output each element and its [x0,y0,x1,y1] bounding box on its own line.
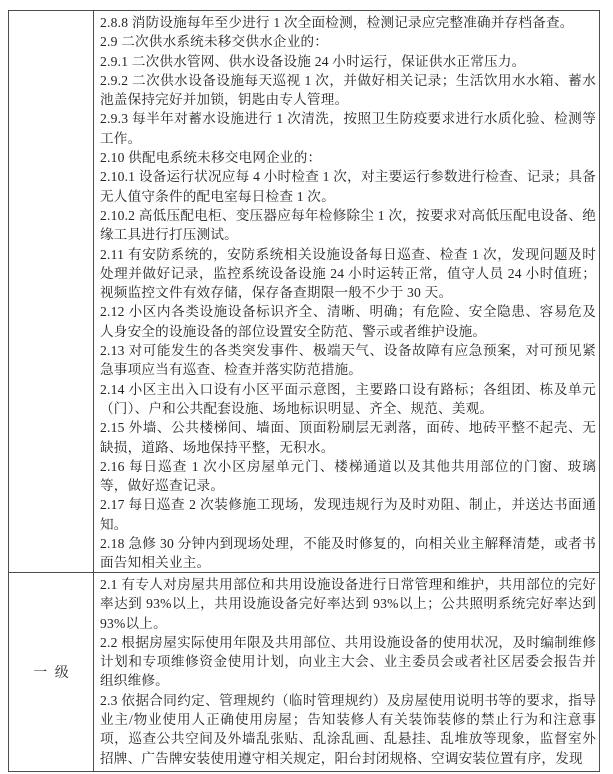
standard-item: 2.14 小区主出入口设有小区平面示意图，主要路口设有路标；各组团、栋及单元（门）、户和公共配套设施、场地标识明显、齐全、规范、美观。 [100,381,596,416]
table-row [9,11,599,573]
standard-item: 2.13 对可能发生的各类突发事件、极端天气、设备故障有应急预案，对可预见紧急事项应当有巡查、检查并落实防范措施。 [100,343,596,378]
standard-item: 2.12 小区内各类设施设备标识齐全、清晰、明确；有危险、安全隐患、容易危及人身安全的设施设备的部位设置安全防范、警示或者维护设施。 [100,304,596,339]
standard-item: 2.2 根据房屋实际使用年限及共用部位、共用设施设备的使用状况，及时编制维修计划和专项维修资金使用计划，向业主大会、业主委员会或者社区居委会报告并组织维修。 [100,634,596,689]
standard-item: 2.9.3 每半年对蓄水设施进行 1 次清洗，按照卫生防疫要求进行水质化验、检测等工作。 [100,111,596,146]
standard-item: 2.16 每日巡查 1 次小区房屋单元门、楼梯通道以及其他共用部位的门窗、玻璃等，做好巡查记录。 [100,458,596,494]
content-cell [94,573,599,771]
standard-item: 2.10 供配电系统未移交电网企业的： [100,150,322,166]
standard-item: 2.9.1 二次供水管网、供水设备设施 24 小时运行，保证供水正常压力。 [100,53,526,69]
content-cell [94,11,599,572]
standard-item: 2.10.2 高低压配电柜、变压器应每年检修除尘 1 次，按要求对高低压配电设备、绝缘工具进行打压测试。 [100,207,596,243]
table-row [9,573,599,771]
standard-item: 2.1 有专人对房屋共用部位和共用设施设备进行日常管理和维护，共用部位的完好率达到 93%以上，共用设施设备完好率达到 93%以上；公共照明系统完好率达到 93%以上。 [100,577,596,631]
level-cell [9,573,94,771]
standard-item: 2.3 依据合同约定、管理规约（临时管理规约）及房屋使用说明书等的要求，指导业主/物业使用人正确使用房屋；告知装修人有关装饰装修的禁止行为和注意事项，巡查公共空间及外墙乱张贴、乱涂乱画、乱悬挂、乱堆放等现象，监督室外招牌、广告牌安装使用遵守相关规定，阳台封闭规格、空调安装位置有序，发现 [100,692,596,766]
standard-item: 2.9 二次供水系统未移交供水企业的： [100,34,329,50]
level-label: 一 级 [33,666,69,681]
standard-item: 2.18 急修 30 分钟内到现场处理，不能及时修复的，向相关业主解释清楚，或者书面告知相关业主。 [100,536,596,571]
standard-item: 2.10.1 设备运行状况应每 4 小时检查 1 次，对主要运行参数进行检查、记录；具备无人值守条件的配电室每日检查 1 次。 [100,169,596,204]
standard-item: 2.9.2 二次供水设备设施每天巡视 1 次，并做好相关记录；生活饮用水水箱、蓄水池盖保持完好并加锁，钥匙由专人管理。 [100,72,596,108]
standard-item: 2.8.8 消防设施每年至少进行 1 次全面检测，检测记录应完整准确并存档备查。 [100,15,574,30]
level-cell [9,11,94,572]
standard-item: 2.17 每日巡查 2 次装修施工现场，发现违规行为及时劝阻、制止，并送达书面通知。 [100,497,596,532]
standard-item: 2.15 外墙、公共楼梯间、墙面、顶面粉刷层无剥落，面砖、地砖平整不起壳、无缺损，道路、场地保持平整，无积水。 [100,420,596,455]
standard-item: 2.11 有安防系统的，安防系统相关设施设备每日巡查、检查 1 次，发现问题及时处理并做好记录，监控系统设备设施 24 小时运转正常，值守人员 24 小时值班；视频监控文件有效存储，保存备查期限一般不少于 30 天。 [100,246,596,301]
service-standard-table [8,10,600,772]
